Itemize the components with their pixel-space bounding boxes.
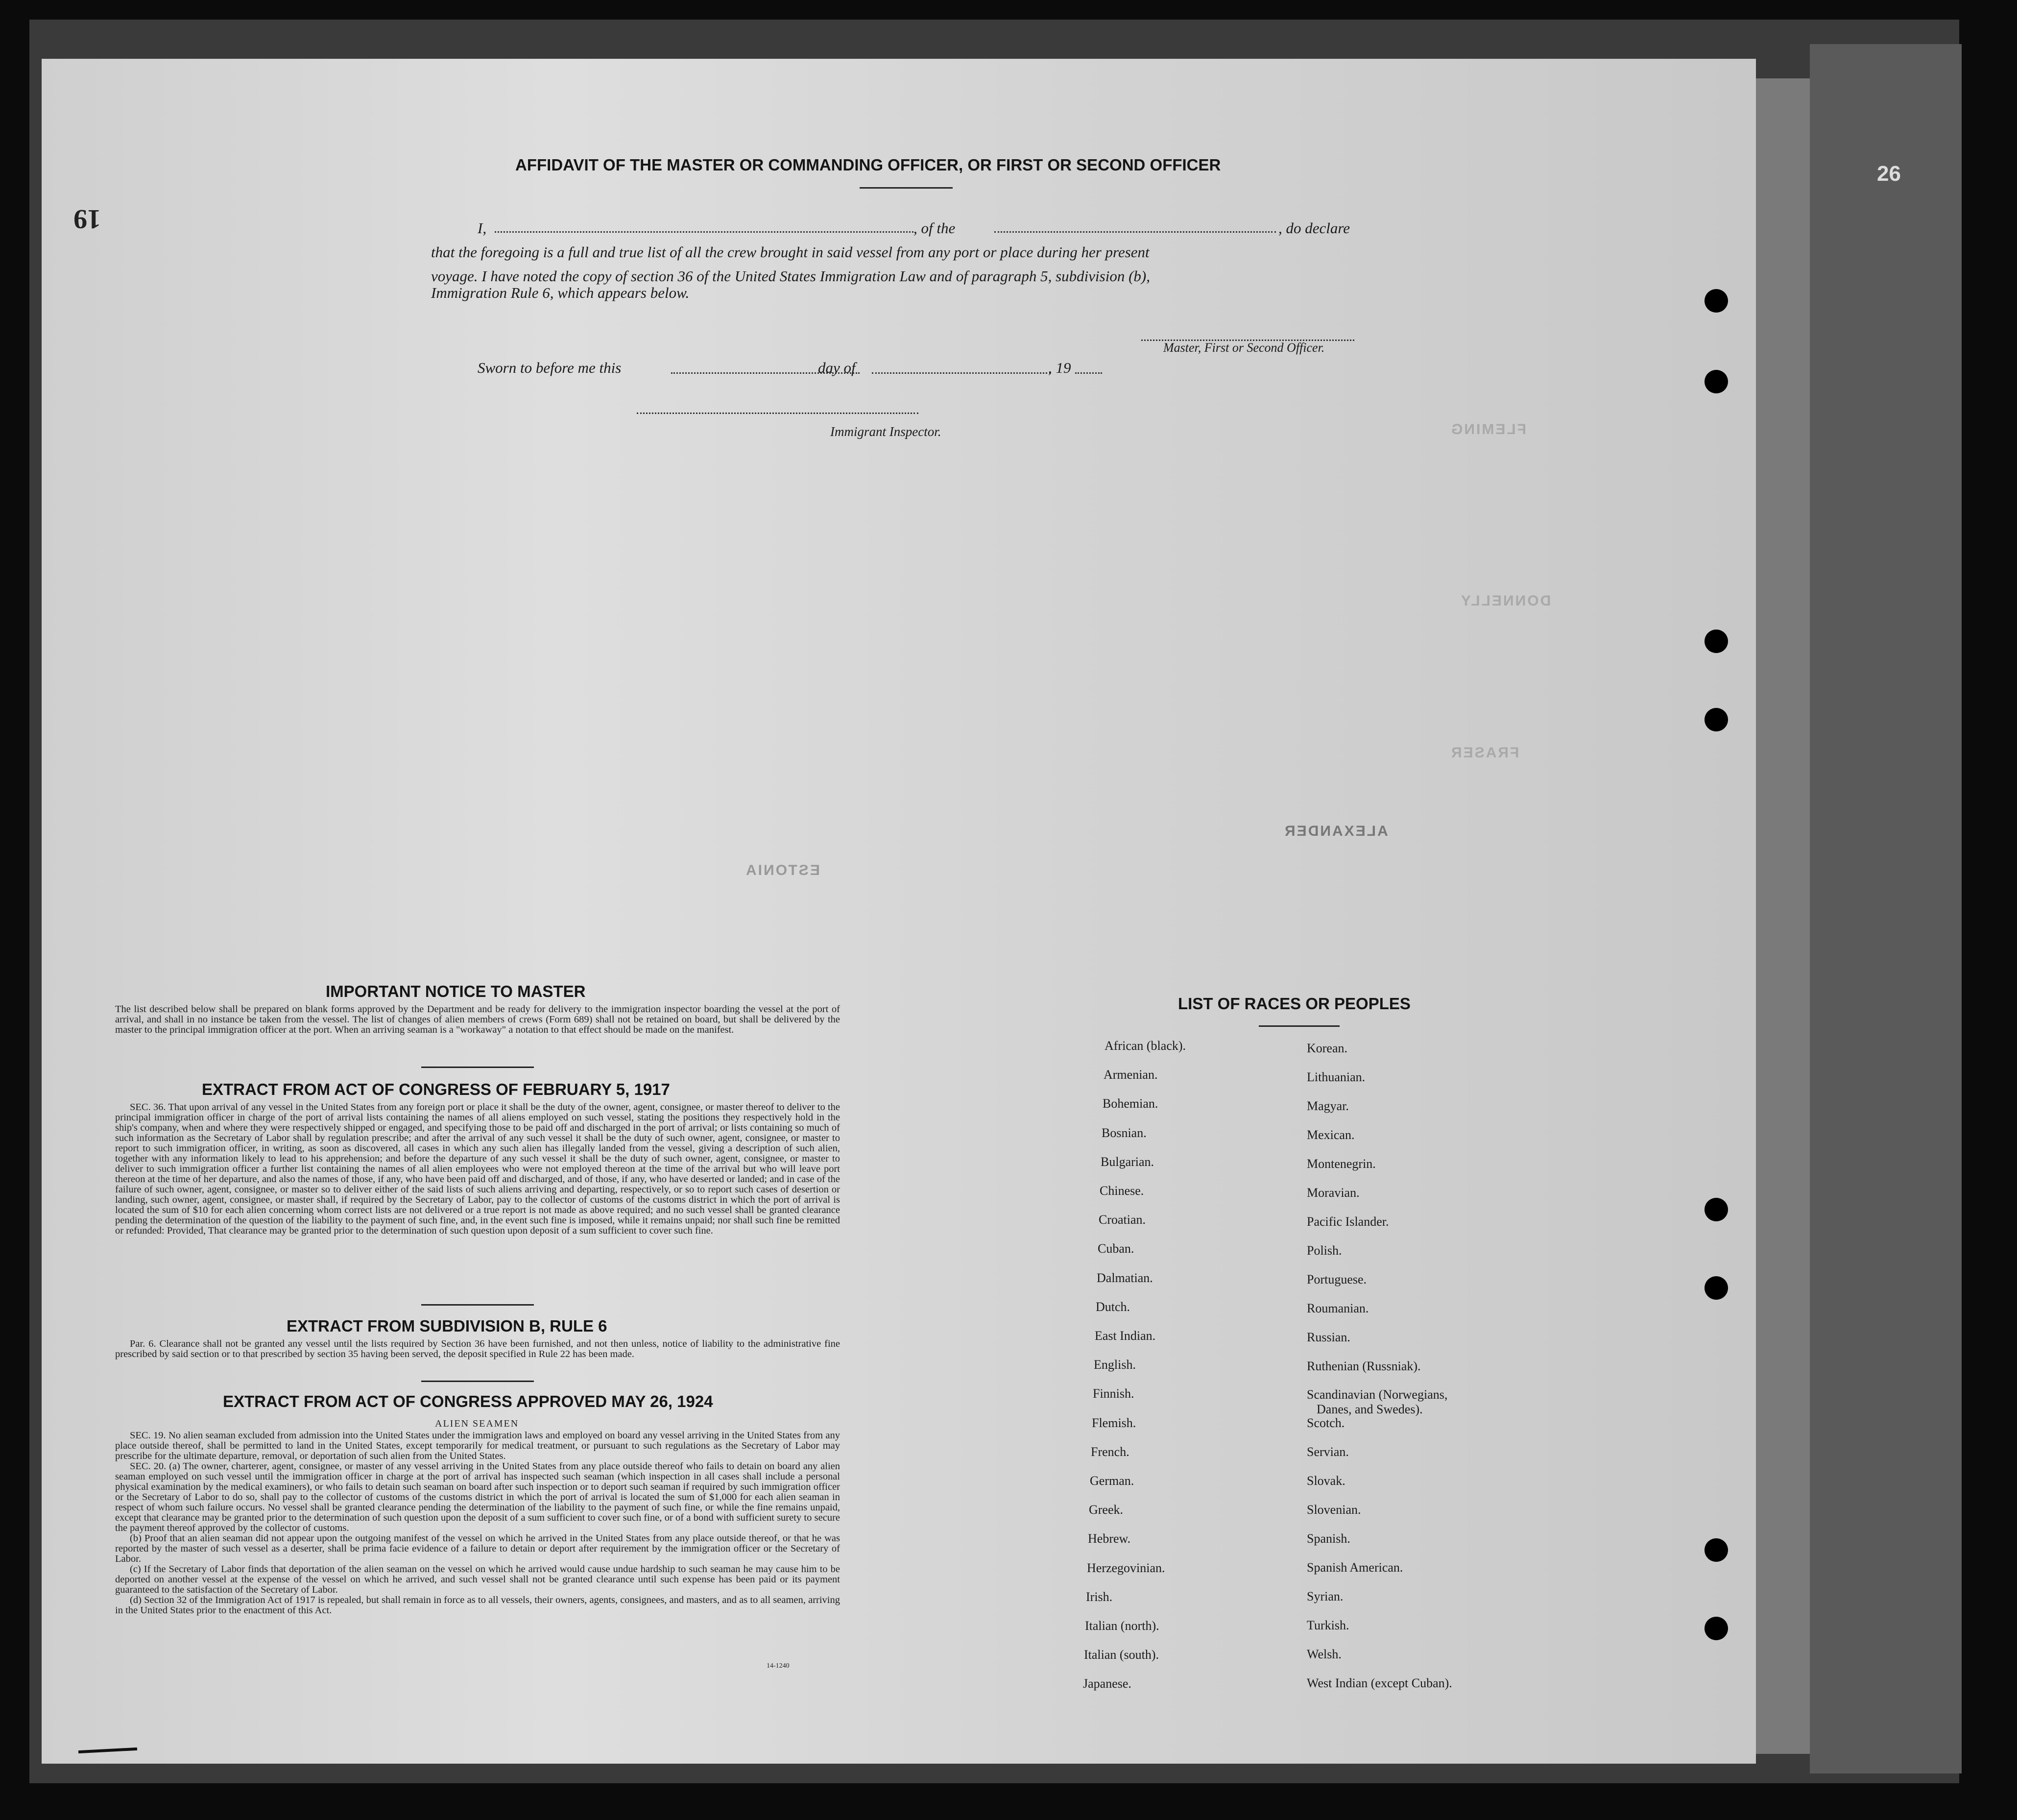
race-item: English. xyxy=(1094,1358,1136,1372)
sec-20c-paragraph: (c) If the Secretary of Labor finds that deportation of the alien seaman on the vessel on which he arrived would cause undue hardship to such seaman he may cause him to be deported on another vessel at the expense of the vessel on which he arrived, and such vessel shall not be granted clearance until such expense has been paid or its payment guaranteed to the satisfaction of the Secretary of Labor. xyxy=(115,1564,840,1595)
race-item: Finnish. xyxy=(1093,1386,1134,1401)
race-item: Servian. xyxy=(1307,1445,1349,1459)
punch-hole xyxy=(1705,630,1728,653)
race-item: Bohemian. xyxy=(1103,1096,1158,1111)
race-item: Dutch. xyxy=(1096,1299,1130,1314)
race-item: Korean. xyxy=(1307,1041,1348,1055)
back-page-edge xyxy=(1810,44,1962,1773)
alien-seamen-subtitle: ALIEN SEAMEN xyxy=(435,1418,519,1429)
race-item: Flemish. xyxy=(1092,1415,1136,1430)
page-number: 26 xyxy=(1877,162,1901,186)
race-item: Bulgarian. xyxy=(1101,1154,1154,1169)
punch-hole xyxy=(1705,1538,1728,1562)
race-item: Scandinavian (Norwegians, xyxy=(1307,1387,1448,1402)
sec-20d-paragraph: (d) Section 32 of the Immigration Act of 1917 is repealed, but shall remain in force as to all vessels, their owners, agents, consignees, and masters, and as to all seamen, arriving in the United States prior to the enactment of this Act. xyxy=(115,1595,840,1616)
race-item: Armenian. xyxy=(1104,1068,1158,1082)
punch-hole xyxy=(1705,708,1728,731)
race-item: Danes, and Swedes). xyxy=(1317,1402,1423,1416)
sec-20a-paragraph: SEC. 20. (a) The owner, charterer, agent, consignee, or master of any vessel arriving in the United States from any place outside thereof who fails to detain on board any alien seaman employed on such vessel until the immigration officer in charge at the port of arrival has inspected such seaman (which inspection in all cases shall include a personal physical examination by the medical examiners), or who fails to detain such seaman on board after such inspection or to deport such seaman if required by such immigration officer or the Secretary of Labor to do so, shall pay to the collector of customs of the customs district in which the port of arrival is located the sum of $1,000 for each alien seaman in respect of whom such failure occurs. No vessel shall be granted clearance pending the determination of the liability to the payment of such fine, or while the fine remains unpaid, except that clearance may be granted prior to the determination of such question upon the deposit of a sum sufficient to cover such fine, or of a bond with sufficient surety to secure the payment thereof approved by the collector of customs. xyxy=(115,1461,840,1533)
sworn-label: Sworn to before me this xyxy=(478,359,622,376)
extract-1917-divider xyxy=(421,1304,534,1306)
bleed-through-text: ALEXANDER xyxy=(1283,823,1388,839)
rule6-divider xyxy=(421,1381,534,1382)
notice-body: The list described below shall be prepared on blank forms approved by the Department and be ready for delivery to the immigration inspector boarding the vessel at the port of arrival, and shall in no instance be taken from the vessel. The list of changes of alien members of crews (Form 689) shall not be retained on board, but shall be delivered by the master to the principal immigration officer at the port. When an arriving seaman is a "workaway" a notation to that effect should be made on the manifest. xyxy=(115,1004,840,1035)
declarant-name-field[interactable] xyxy=(495,231,913,233)
title-underline xyxy=(860,187,953,189)
inspector-signature-field[interactable] xyxy=(637,413,918,414)
sec-19-paragraph: SEC. 19. No alien seaman excluded from admission into the United States under the immigration laws and employed on board any vessel arriving in the United States from any place outside thereof, shall be permitted to land in the United States, except temporarily for medical treatment, or pursuant to such regulations as the Secretary of Labor may prescribe for the ultimate departure, removal, or deportation of such alien from the United States. xyxy=(115,1430,840,1461)
rule6-body: Par. 6. Clearance shall not be granted any vessel until the lists required by Section 36 have been furnished, and not then unless, notice of liability to the administrative fine prescribed by said section or to that prescribed by section 35 having been served, the deposit specified in Rule 22 has been made. xyxy=(115,1338,840,1359)
punch-hole xyxy=(1705,370,1728,393)
notice-divider xyxy=(421,1067,534,1068)
sec-20b-paragraph: (b) Proof that an alien seaman did not appear upon the outgoing manifest of the vessel on which he arrived in the United States from any place outside thereof, or that he was reported by the master of such vessel as a deserter, shall be prima facie evidence of a failure to detain or deport after requirement by the immigration officer or the Secretary of Labor. xyxy=(115,1533,840,1564)
declare-label: , do declare xyxy=(1278,219,1350,237)
race-item: Ruthenian (Russniak). xyxy=(1307,1359,1421,1373)
race-item: Croatian. xyxy=(1099,1213,1146,1227)
inspector-label: Immigrant Inspector. xyxy=(830,424,941,439)
race-item: Dalmatian. xyxy=(1097,1270,1153,1285)
race-item: Russian. xyxy=(1307,1330,1350,1344)
form-code: 14-1240 xyxy=(767,1662,790,1670)
race-item: East Indian. xyxy=(1095,1329,1156,1343)
race-item: Bosnian. xyxy=(1102,1125,1147,1140)
punch-hole xyxy=(1705,1617,1728,1640)
race-item: Turkish. xyxy=(1307,1618,1349,1632)
races-title: LIST OF RACES OR PEOPLES xyxy=(1178,995,1411,1013)
punch-hole xyxy=(1705,289,1728,313)
affidavit-line-4: Immigration Rule 6, which appears below. xyxy=(431,284,690,301)
bleed-through-text: DONNELLY xyxy=(1460,593,1551,609)
bleed-through-text: FRASER xyxy=(1450,745,1519,761)
race-item: Slovenian. xyxy=(1307,1503,1361,1517)
race-item: Italian (north). xyxy=(1085,1619,1159,1633)
declarant-label: I, xyxy=(478,219,487,237)
race-item: French. xyxy=(1091,1444,1129,1459)
race-item: Polish. xyxy=(1307,1243,1342,1258)
affidavit-title: AFFIDAVIT OF THE MASTER OR COMMANDING OFFICER, OR FIRST OR SECOND OFFICER xyxy=(515,156,1221,174)
signature-label: Master, First or Second Officer. xyxy=(1163,340,1325,355)
race-item: Montenegrin. xyxy=(1307,1157,1376,1171)
extract-1924-body xyxy=(115,1431,840,1616)
race-item: Pacific Islander. xyxy=(1307,1214,1389,1229)
race-item: Moravian. xyxy=(1307,1186,1360,1200)
race-item: Chinese. xyxy=(1100,1184,1144,1198)
race-item: Slovak. xyxy=(1307,1474,1345,1488)
race-item: West Indian (except Cuban). xyxy=(1307,1676,1452,1690)
race-item: Lithuanian. xyxy=(1307,1070,1366,1084)
race-item: Spanish American. xyxy=(1307,1560,1403,1575)
punch-hole xyxy=(1705,1198,1728,1221)
race-item: Magyar. xyxy=(1307,1099,1349,1113)
notice-title: IMPORTANT NOTICE TO MASTER xyxy=(326,982,586,1000)
race-item: African (black). xyxy=(1105,1039,1186,1053)
bleed-through-text: FLEMING xyxy=(1450,421,1526,437)
extract-1917-body: SEC. 36. That upon arrival of any vessel in the United States from any foreign port or place it shall be the duty of the owner, agent, consignee, or master thereof to deliver to the principal immigration officer in charge of the port of arrival lists containing the names of all aliens employed on such vessel, stating the positions they respectively hold in the ship's company, when and where they were respectively shipped or engaged, and specifying those to be paid off and discharged in the port of arrival; or lists containing so much of such information as the Secretary of Labor shall by regulation prescribe; and after the arrival of any such vessel it shall be the duty of such owner, agent, consignee, or master to report to such immigration officer, in writing, as soon as discovered, all cases in which any such alien has illegally landed from the vessel, giving a description of such alien, together with any information likely to lead to his apprehension; and before the departure of any such vessel it shall be the duty of such owner, agent, consignee, or master to deliver to such immigration officer a further list containing the names of all alien employees who were not employed thereon at the time of the arrival but who will leave port thereon at the time of her departure, and also the names of those, if any, who have been paid off and discharged, and of those, if any, who have deserted or landed; and in case of the failure of such owner, agent, consignee, or master so to deliver either of the said lists of such aliens arriving and departing, respectively, or so to report such cases of desertion or landing, such owner, agent, consignee, or master shall, if required by the Secretary of Labor, pay to the collector of customs of the customs district in which the port of arrival is located the sum of $10 for each alien concerning whom correct lists are not delivered or a true report is not made as above required; and no such vessel shall be granted clearance pending the determination of the question of the liability to the payment of such fine, and, in the event such fine is imposed, while it remains unpaid; nor shall such fine be remitted or refunded: Provided, That clearance may be granted prior to the determination of such question upon deposit of a sum sufficient to cover such fine. xyxy=(115,1102,840,1236)
day-of-label: day of xyxy=(818,359,856,376)
sworn-month-field[interactable] xyxy=(872,372,1051,374)
race-item: Mexican. xyxy=(1307,1128,1355,1142)
bleed-through-text: ESTONIA xyxy=(744,862,820,878)
race-item: Portuguese. xyxy=(1307,1272,1367,1286)
race-item: Spanish. xyxy=(1307,1531,1350,1546)
affidavit-line-3: voyage. I have noted the copy of section 36 of the United States Immigration Law and of paragraph 5, subdivision (b), xyxy=(431,267,1150,285)
punch-hole xyxy=(1705,1276,1728,1300)
race-item: Scotch. xyxy=(1307,1416,1345,1430)
vessel-name-field[interactable] xyxy=(994,231,1276,233)
race-item: Herzegovinian. xyxy=(1087,1560,1165,1575)
extract-1924-title: EXTRACT FROM ACT OF CONGRESS APPROVED MAY 26, 1924 xyxy=(223,1392,713,1410)
race-item: Cuban. xyxy=(1098,1241,1134,1256)
race-item: Greek. xyxy=(1089,1503,1124,1517)
year-label: , 19 xyxy=(1048,359,1071,376)
corner-mark: 19 xyxy=(73,204,101,234)
extract-1917-title: EXTRACT FROM ACT OF CONGRESS OF FEBRUARY 5, 1917 xyxy=(202,1080,670,1098)
page-edge xyxy=(1756,78,1810,1754)
sworn-year-field[interactable] xyxy=(1075,372,1102,374)
race-item: German. xyxy=(1090,1474,1134,1488)
race-item: Hebrew. xyxy=(1088,1531,1131,1546)
race-item: Roumanian. xyxy=(1307,1301,1369,1315)
races-divider xyxy=(1259,1025,1340,1027)
affidavit-line-2: that the foregoing is a full and true list of all the crew brought in said vessel from any port or place during her present xyxy=(431,243,1150,261)
race-item: Syrian. xyxy=(1307,1589,1344,1603)
race-item: Japanese. xyxy=(1083,1676,1131,1691)
race-item: Italian (south). xyxy=(1084,1648,1159,1662)
race-item: Irish. xyxy=(1086,1589,1113,1604)
race-item: Welsh. xyxy=(1307,1647,1342,1661)
rule6-title: EXTRACT FROM SUBDIVISION B, RULE 6 xyxy=(287,1317,607,1335)
vessel-label: , of the xyxy=(913,219,956,237)
